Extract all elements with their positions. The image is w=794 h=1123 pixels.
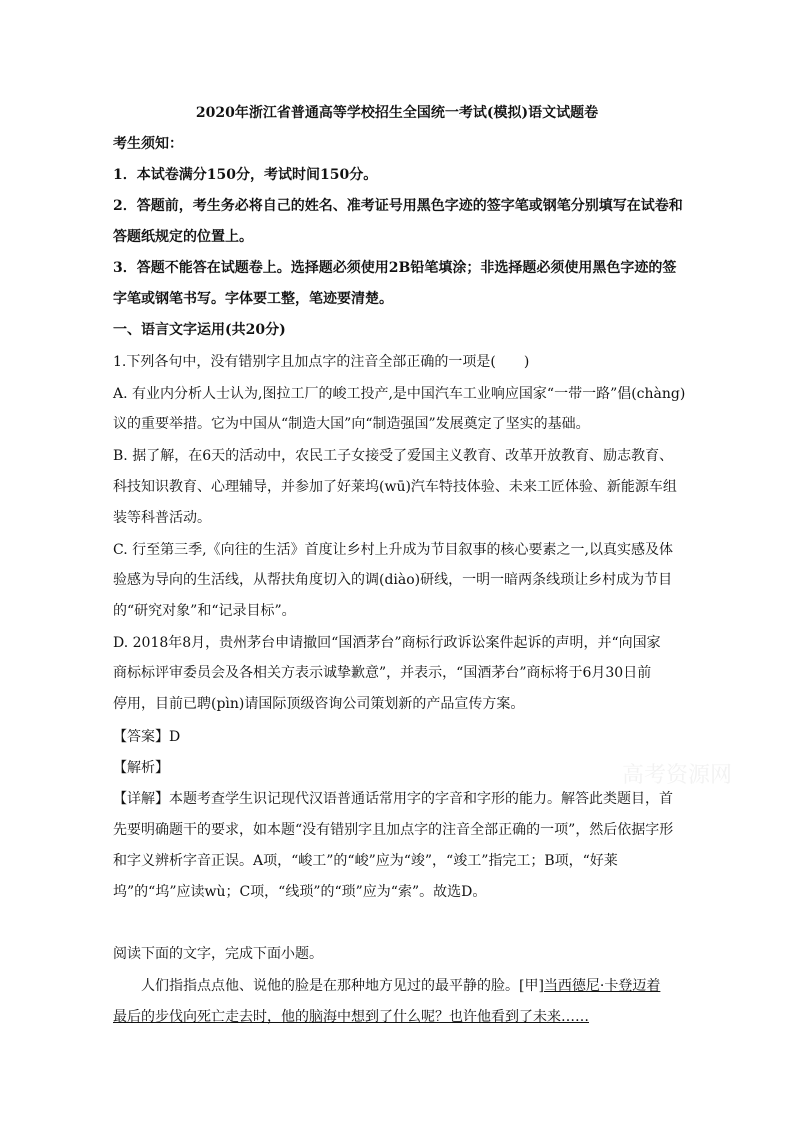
- reading-text-underlined: 当西德尼·卡登迈着: [543, 978, 661, 994]
- notice-item-2: 2．答题前，考生务必将自己的姓名、准考证号用黑色字迹的签字笔或钢笔分别填写在试卷和: [113, 198, 683, 214]
- analysis-label: 【解析】: [113, 760, 169, 776]
- option-b-line-3: 装等科普活动。: [113, 510, 211, 526]
- reading-paragraph-line-1: [141, 976, 660, 996]
- option-c-line-1: C. 行至第三季,《向往的生活》首度让乡村上升成为节目叙事的核心要素之一,以真实感及体: [113, 542, 674, 558]
- detail-line-3: 和字义辨析字音正误。A项，“峻工”的“峻”应为“竣”，“竣工”指完工；B项，“好莱: [113, 853, 618, 869]
- option-d-line-2: 商标标评审委员会及各相关方表示诚挚歉意”，并表示，“国酒茅台”商标将于6月30日前: [113, 665, 652, 681]
- detail-line-2: 先要明确题干的要求，如本题“没有错别字且加点字的注音全部正确的一项”，然后依据字形: [113, 822, 674, 838]
- question-stem: 1.下列各句中，没有错别字且加点字的注音全部正确的一项是( ): [113, 354, 530, 370]
- detail-line-4: 坞”的“坞”应读wù；C项，“线琐”的“琐”应为“索”。故选D。: [113, 884, 487, 900]
- option-d-line-3: 停用，目前已聘(pìn)请国际顶级咨询公司策划新的产品宣传方案。: [113, 696, 525, 712]
- option-a-line-2: 议的重要举措。它为中国从“制造大国”向“制造强国”发展奠定了坚实的基础。: [113, 416, 590, 432]
- notice-item-2-cont: 答题纸规定的位置上。: [113, 229, 253, 245]
- option-a-line-1: A. 有业内分析人士认为,图拉工厂的峻工投产,是中国汽车工业响应国家“一带一路”倡(chàng): [113, 386, 686, 402]
- notice-item-3-cont: 字笔或钢笔书写。字体要工整，笔迹要清楚。: [113, 291, 393, 307]
- option-c-line-3: 的“研究对象”和“记录目标”。: [113, 603, 296, 619]
- section-heading: 一、语言文字运用(共20分): [113, 322, 286, 338]
- notice-item-3: 3．答题不能答在试题卷上。选择题必须使用2B铅笔填涂；非选择题必须使用黑色字迹的签: [113, 260, 677, 276]
- notice-item-1: 1．本试卷满分150分，考试时间150分。: [113, 167, 378, 183]
- option-b-line-1: B. 据了解，在6天的活动中，农民工子女接受了爱国主义教育、改革开放教育、励志教育、: [113, 448, 674, 464]
- option-b-line-2: 科技知识教育、心理辅导，并参加了好莱坞(wū)汽车特技体验、未来工匠体验、新能源车组: [113, 479, 677, 495]
- reading-paragraph-line-2: 最后的步伐向死亡走去时，他的脑海中想到了什么呢？也许他看到了未来……: [113, 1009, 589, 1025]
- exam-title: 2020年浙江省普通高等学校招生全国统一考试(模拟)语文试题卷: [195, 105, 599, 121]
- watermark: 高考资源网: [622, 763, 733, 788]
- reading-instruction: 阅读下面的文字，完成下面小题。: [113, 946, 323, 962]
- answer-line: 【答案】D: [113, 729, 181, 745]
- option-d-line-1: D. 2018年8月，贵州茅台申请撤回“国酒茅台”商标行政诉讼案件起诉的声明，并“向国家: [113, 635, 661, 651]
- option-c-line-2: 验感为导向的生活线，从帮扶角度切入的调(diào)研线，一明一暗两条线琐让乡村成为节目: [113, 572, 673, 588]
- notice-heading: 考生须知：: [113, 136, 183, 152]
- reading-text-plain: 人们指指点点他、说他的脸是在那种地方见过的最平静的脸。[甲]: [141, 978, 544, 994]
- detail-line-1: 【详解】本题考查学生识记现代汉语普通话常用字的字音和字形的能力。解答此类题目，首: [113, 791, 673, 807]
